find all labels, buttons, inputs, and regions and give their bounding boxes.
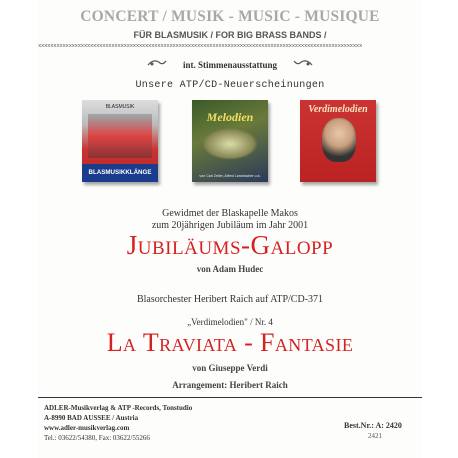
sheet-music-cover	[38, 0, 422, 458]
header-title: CONCERT / MUSIK - MUSIC - MUSIQUE	[80, 8, 380, 25]
dedication-line-1: Gewidmet der Blaskapelle Makos	[162, 208, 298, 219]
cd-cover-photo	[88, 114, 152, 158]
footer-divider	[38, 397, 422, 398]
cd-cover-top-text: BLASMUSIK	[105, 104, 135, 110]
publisher-website: www.adler-musikverlag.com	[44, 424, 130, 432]
publisher-name: ADLER-Musikverlag & ATP -Records, Tonstudio	[44, 404, 193, 412]
order-number: Best.Nr.: A: 2420	[344, 421, 402, 430]
piece-title-jubilaeums-galopp: Jubiläums-Galopp	[126, 230, 334, 260]
cd-cover-melodien	[192, 100, 268, 182]
cd-covers	[38, 100, 422, 196]
album-line: „Verdimelodien" / Nr. 4	[187, 317, 273, 327]
ornament-right-icon	[292, 57, 314, 69]
cd-cover-band-text: BLASMUSIKKLÄNGE	[82, 164, 158, 182]
arranger-line: Arrangement: Heribert Raich	[172, 380, 288, 390]
header-rule: xxxxxxxxxxxxxxxxxxxxxxxxxxxxxxxxxxxxxxxxxxxxxxxxxxxxxxxxxxxxxxxxxxxxxxxxxxxxxxxxxxxxxxxxxxxxxxxxxxxxxxxxxx	[38, 42, 363, 49]
cd-cover-small-text: von Carl Zeller, Alfred Lanzbacher u.a.	[199, 174, 261, 178]
parts-note: int. Stimmenausstattung	[182, 60, 277, 70]
portrait-image	[322, 118, 356, 162]
recording-line: Blasorchester Heribert Raich auf ATP/CD-371	[136, 294, 324, 305]
cd-cover-art	[202, 128, 258, 160]
cd-cover-blasmusikklaenge	[82, 100, 158, 182]
cd-cover-title: Verdimelodien	[308, 104, 368, 115]
cd-cover-verdimelodien	[300, 100, 376, 182]
cd-cover-title: Melodien	[206, 110, 254, 124]
header-subtitle: FÜR BLASMUSIK / FOR BIG BRASS BANDS /	[133, 30, 327, 40]
piece-title-la-traviata: La Traviata - Fantasie	[106, 328, 354, 357]
publisher-phone: Tel.: 03622/54380, Fax: 03622/55266	[44, 434, 150, 442]
catalog-number: 2421	[368, 432, 382, 440]
dedication-line-2: zum 20jährigen Jubiläum im Jahr 2001	[151, 220, 309, 231]
composer-line-verdi: von Giuseppe Verdi	[192, 363, 268, 373]
publisher-address: A-8990 BAD AUSSEE / Austria	[44, 414, 139, 422]
composer-line: von Adam Hudec	[196, 264, 264, 274]
new-releases-heading: Unsere ATP/CD-Neuerscheinungen	[135, 80, 325, 91]
